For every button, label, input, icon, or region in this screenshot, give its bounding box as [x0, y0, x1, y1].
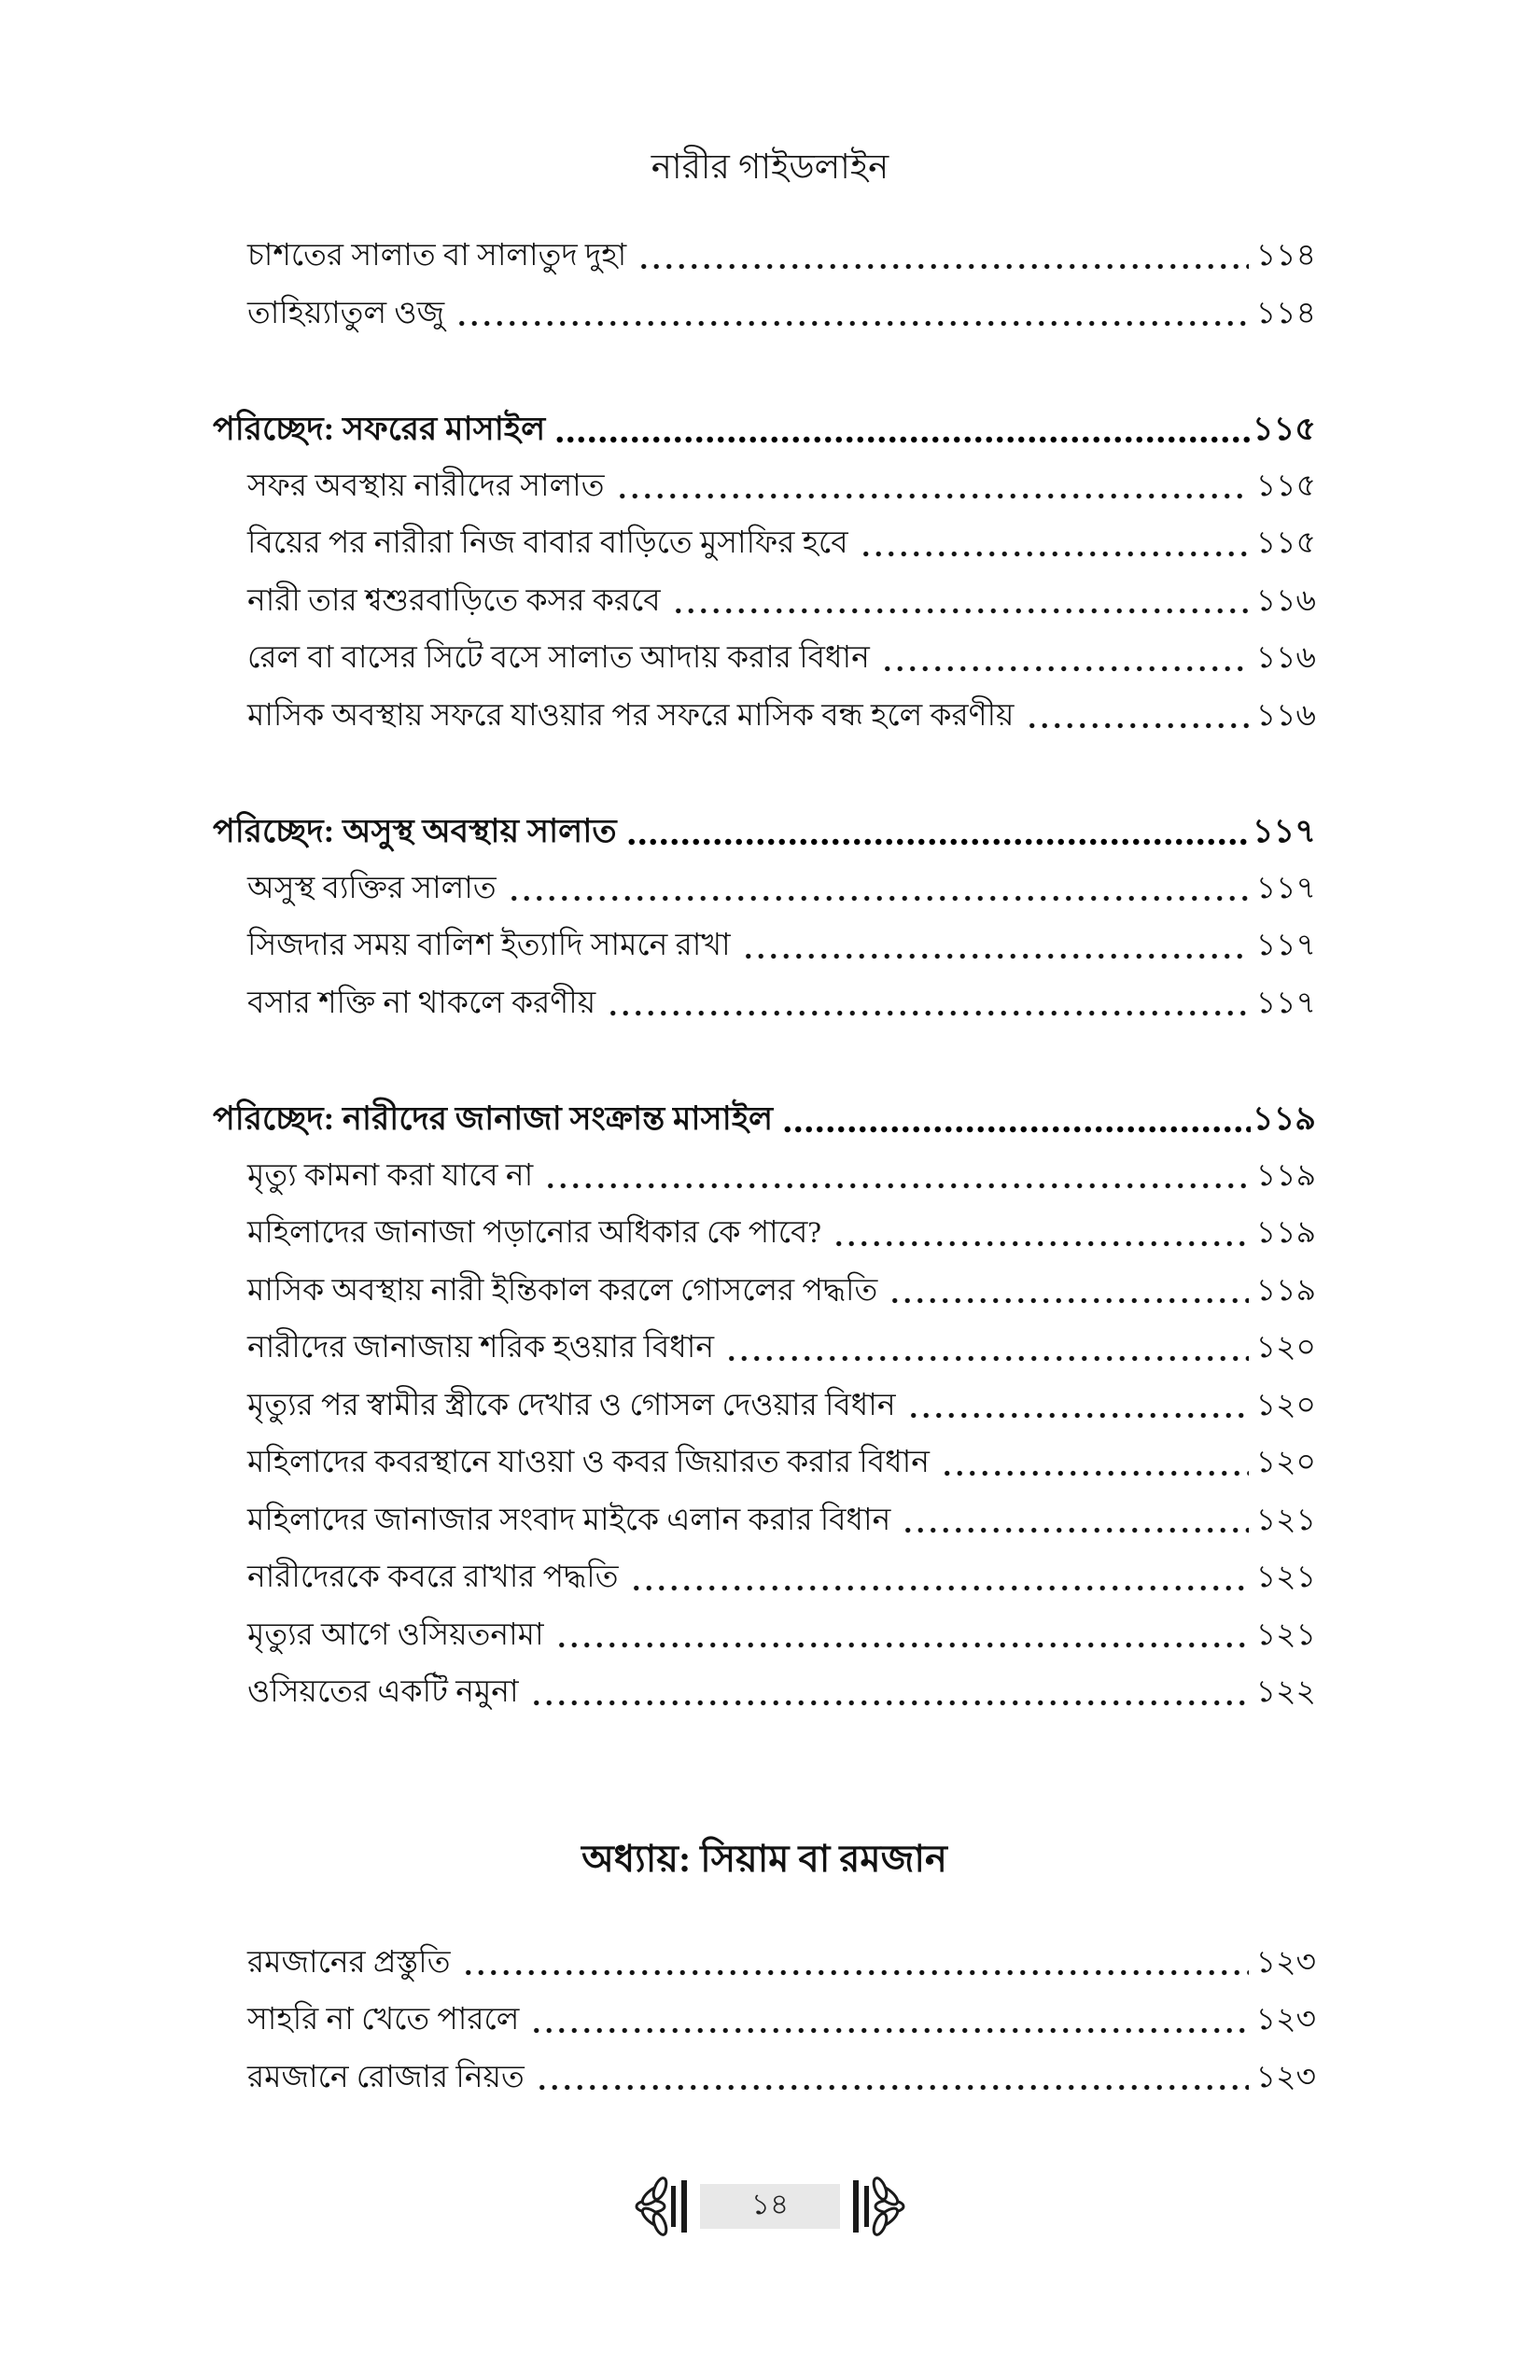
toc-entry-label: মহিলাদের জানাজার সংবাদ মাইকে এলান করার বিধান: [247, 1503, 891, 1537]
page-ref: ১১৫: [1255, 469, 1316, 503]
dot-leader: [554, 400, 1251, 458]
page-ref: ১২১: [1255, 1561, 1316, 1594]
page-ref: ১১৪: [1255, 239, 1316, 273]
dot-leader: [555, 1607, 1249, 1665]
dot-leader: [941, 1435, 1249, 1492]
lotus-ornament-right-icon: [848, 2177, 906, 2236]
toc-entry-label: মৃত্যুর পর স্বামীর স্ত্রীকে দেখার ও গোসল দেওয়ার বিধান: [247, 1388, 896, 1422]
toc-section: [213, 400, 1316, 745]
page-ref: ১১৭: [1255, 929, 1316, 962]
toc-entry: [213, 1435, 1316, 1492]
toc-section-heading-label: পরিচ্ছেদ: সফরের মাসাইল: [213, 411, 546, 447]
toc-entry-label: চাশতের সালাত বা সালাতুদ দুহা: [247, 239, 627, 273]
page-ref: ১২১: [1255, 1617, 1316, 1652]
dot-leader: [889, 1263, 1248, 1321]
toc-entry: [213, 1320, 1316, 1378]
toc-entry-label: সিজদার সময় বালিশ ইত্যাদি সামনে রাখা: [247, 929, 731, 962]
dot-leader: [626, 803, 1251, 861]
dot-leader: [860, 515, 1249, 573]
page-title: নারীর গাইডলাইন: [651, 148, 889, 187]
dot-leader: [607, 975, 1249, 1033]
page-ref: ১২০: [1255, 1388, 1316, 1422]
page-ref: ১২৩: [1255, 2003, 1316, 2037]
page-ref: ১১৭: [1255, 986, 1316, 1020]
page-ref: ১২০: [1255, 1331, 1316, 1365]
page-ref: ১১৯: [1255, 1216, 1316, 1250]
dot-leader: [742, 917, 1249, 975]
dot-leader: [616, 458, 1249, 516]
toc-entry: [213, 2050, 1316, 2107]
toc: [213, 228, 1316, 2107]
toc-entry: [213, 1935, 1316, 1993]
page-ref: ১১৬: [1255, 641, 1316, 675]
page-ref: ১২০: [1255, 1446, 1316, 1479]
dot-leader: [455, 286, 1249, 343]
page-ref: ১১৬: [1255, 698, 1316, 733]
toc-entry-label: তাহিয়্যাতুল ওজু: [247, 296, 445, 330]
toc-entry: [213, 1607, 1316, 1665]
toc-entry-label: ওসিয়তের একটি নমুনা: [247, 1675, 519, 1709]
toc-entry: [213, 975, 1316, 1033]
page-number-badge: [700, 2184, 840, 2229]
toc-section-heading: [213, 803, 1316, 861]
toc-entry-label: রমজানের প্রস্তুতি: [247, 1945, 451, 1980]
toc-entry: [213, 573, 1316, 631]
page-ref: ১২২: [1255, 1675, 1316, 1709]
page-ref: ১১৫: [1252, 411, 1316, 447]
dot-leader: [672, 573, 1249, 631]
dot-leader: [630, 1549, 1249, 1607]
toc-entry-label: নারী তার শ্বশুরবাড়িতে কসর করবে: [247, 583, 661, 618]
toc-entry: [213, 1992, 1316, 2050]
dot-leader: [833, 1205, 1249, 1263]
toc-entry: [213, 1148, 1316, 1206]
page-ref: ১২৩: [1255, 2060, 1316, 2094]
toc-entry: [213, 458, 1316, 516]
dot-leader: [725, 1320, 1249, 1378]
toc-entry: [213, 286, 1316, 343]
toc-entry: [213, 1664, 1316, 1722]
chapter-heading: অধ্যায়: সিয়াম বা রমজান: [581, 1837, 947, 1880]
dot-leader: [530, 1992, 1248, 2050]
chapter-entry-list: [213, 1935, 1316, 2107]
toc-entry-label: মহিলাদের কবরস্থানে যাওয়া ও কবর জিয়ারত করার বিধান: [247, 1446, 930, 1479]
toc-entry: [213, 1205, 1316, 1263]
toc-entry-label: মৃত্যুর আগে ওসিয়তনামা: [247, 1617, 544, 1652]
dot-leader: [637, 228, 1249, 286]
toc-entry: [213, 1549, 1316, 1607]
dot-leader: [544, 1148, 1249, 1206]
toc-entry-label: সাহরি না খেতে পারলে: [247, 2003, 520, 2037]
toc-entry: [213, 1378, 1316, 1435]
dot-leader: [530, 1664, 1249, 1722]
page-ref: ১১৬: [1255, 583, 1316, 618]
page-ref: ১১৭: [1252, 813, 1316, 849]
toc-entry-label: মাসিক অবস্থায় সফরে যাওয়ার পর সফরে মাসিক বন্ধ হলে করণীয়: [247, 698, 1015, 733]
toc-entry: [213, 1263, 1316, 1321]
toc-section: [213, 803, 1316, 1032]
toc-entry-label: বিয়ের পর নারীরা নিজ বাবার বাড়িতে মুসাফির হবে: [247, 526, 848, 560]
toc-entry-label: নারীদেরকে কবরে রাখার পদ্ধতি: [247, 1561, 619, 1594]
dot-leader: [782, 1090, 1251, 1148]
page-ref: ১১৪: [1255, 296, 1316, 330]
toc-entry: [213, 515, 1316, 573]
dot-leader: [508, 861, 1249, 918]
page-ref: ১২৩: [1255, 1945, 1316, 1980]
toc-entry-label: রেল বা বাসের সিটে বসে সালাত আদায় করার বিধান: [247, 641, 870, 675]
toc-entry-label: অসুস্থ ব্যক্তির সালাত: [247, 871, 497, 905]
page-ref: ১১৯: [1255, 1158, 1316, 1193]
toc-entry-label: মহিলাদের জানাজা পড়ানোর অধিকার কে পাবে?: [247, 1216, 821, 1250]
toc-section-heading-label: পরিচ্ছেদ: নারীদের জানাজা সংক্রান্ত মাসাইল: [213, 1100, 774, 1137]
toc-entry: [213, 228, 1316, 286]
dot-leader: [881, 630, 1249, 688]
dot-leader: [1026, 688, 1249, 746]
running-header: [0, 140, 1540, 196]
toc-entry-label: মাসিক অবস্থায় নারী ইন্তিকাল করলে গোসলের পদ্ধতি: [247, 1273, 878, 1308]
toc-section: [213, 228, 1316, 343]
toc-entry-label: নারীদের জানাজায় শরিক হওয়ার বিধান: [247, 1331, 715, 1365]
toc-section-heading: [213, 1090, 1316, 1148]
toc-entry: [213, 630, 1316, 688]
page-ref: ১১৯: [1252, 1100, 1316, 1137]
toc-entry: [213, 688, 1316, 746]
lotus-ornament-left-icon: [634, 2177, 692, 2236]
page-ref: ১১৯: [1255, 1273, 1316, 1308]
toc-entry: [213, 1492, 1316, 1550]
toc-section: [213, 1090, 1316, 1722]
page-ref: ১২১: [1255, 1503, 1316, 1537]
dot-leader: [902, 1492, 1248, 1550]
toc-section-heading-label: পরিচ্ছেদ: অসুস্থ অবস্থায় সালাত: [213, 813, 617, 849]
toc-entry: [213, 861, 1316, 918]
toc-entry-label: রমজানে রোজার নিয়ত: [247, 2060, 525, 2094]
page-ref: ১১৫: [1255, 526, 1316, 560]
dot-leader: [907, 1378, 1249, 1435]
toc-entry-label: মৃত্যু কামনা করা যাবে না: [247, 1158, 534, 1193]
dot-leader: [462, 1935, 1249, 1993]
dot-leader: [536, 2050, 1249, 2107]
toc-section-heading: [213, 400, 1316, 458]
toc-entry-label: বসার শক্তি না থাকলে করণীয়: [247, 986, 596, 1020]
toc-entry: [213, 917, 1316, 975]
toc-entry-label: সফর অবস্থায় নারীদের সালাত: [247, 469, 605, 503]
page-footer: [0, 2177, 1540, 2236]
page-ref: ১১৭: [1255, 871, 1316, 905]
page-number: ১৪: [750, 2188, 790, 2220]
